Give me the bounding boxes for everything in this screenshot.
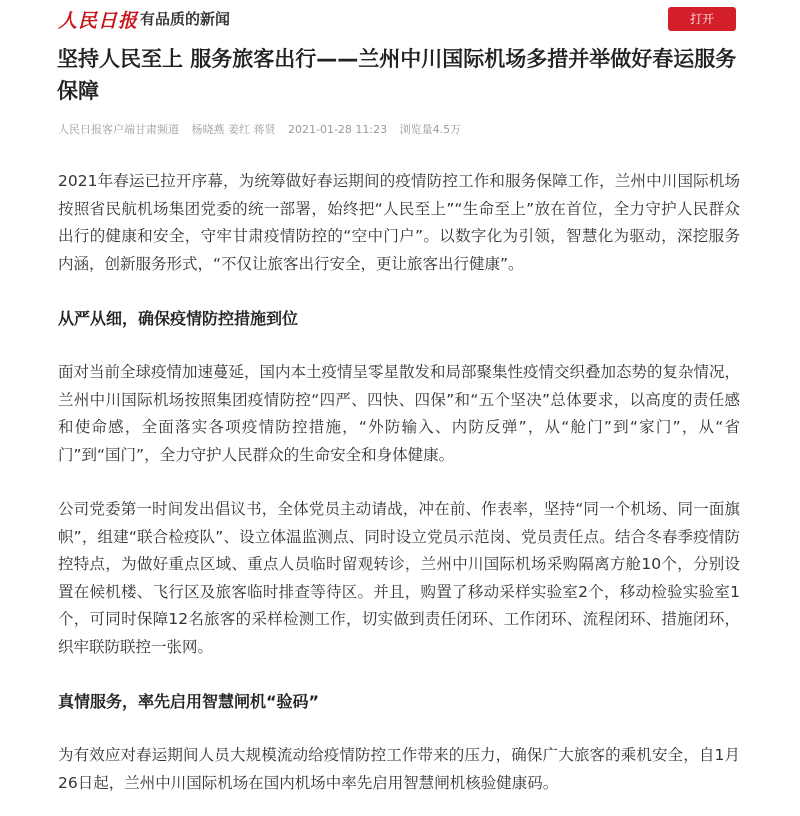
article-datetime: 2021-01-28 11:23 — [288, 123, 388, 136]
paragraph: 2021年春运已拉开序幕，为统筹做好春运期间的疫情防控工作和服务保障工作，兰州中川国际机场按照省民航机场集团党委的统一部署，始终把“人民至上”“生命至上”放在首位，全力守护人民群众出行的健康和安全，守牢甘肃疫情防控的“空中门户”。以数字化为引领，智慧化为驱动，深挖服务内涵，创新服务形式，“不仅让旅客出行安全，更让旅客出行健康”。 — [58, 172, 740, 273]
article-source[interactable]: 人民日报客户端甘肃频道 — [58, 123, 179, 136]
paragraph: 公司党委第一时间发出倡议书，全体党员主动请战，冲在前、作表率，坚持“同一个机场、同一面旗帜”，组建“联合检疫队”、设立体温监测点、同时设立党员示范岗、党员责任点。结合冬春季疫情防控特点，为做好重点区域、重点人员临时留观转诊，兰州中川国际机场采购隔离方舱10个，分别设置在候机楼、飞行区及旅客临时排查等待区。并且，购置了移动采样实验室2个，移动检验实验室1个，可同时保障12名旅客的采样检测工作，切实做到责任闭环、工作闭环、流程闭环、措施闭环，织牢联防联控一张网。 — [58, 500, 740, 656]
paragraph: 面对当前全球疫情加速蔓延，国内本土疫情呈零星散发和局部聚集性疫情交织叠加态势的复杂情况，兰州中川国际机场按照集团疫情防控“四严、四快、四保”和“五个坚决”总体要求，以高度的责任感和使命感，全面落实各项疫情防控措施，“外防输入、内防反弹”，从“舱门”到“家门”，从“省门”到“国门”，全力守护人民群众的生命安全和身体健康。 — [58, 363, 741, 464]
article-meta — [58, 121, 461, 137]
article-body — [58, 168, 740, 797]
slogan: 有品质的新闻 — [140, 10, 231, 28]
section-heading: 真情服务，率先启用智慧闸机“验码” — [58, 692, 320, 711]
top-bar — [0, 0, 800, 38]
logo: 人民日报 — [58, 10, 139, 32]
article-authors: 杨晓燕 姜红 蒋贤 — [191, 123, 276, 136]
article-views: 浏览量4.5万 — [399, 123, 462, 136]
article-title: 坚持人民至上 服务旅客出行——兰州中川国际机场多措并举做好春运服务保障 — [57, 47, 737, 103]
paragraph: 为有效应对春运期间人员大规模流动给疫情防控工作带来的压力，确保广大旅客的乘机安全，自1月26日起，兰州中川国际机场在国内机场中率先启用智慧闸机核验健康码。 — [58, 746, 740, 792]
section-heading: 从严从细，确保疫情防控措施到位 — [58, 309, 299, 328]
open-app-button[interactable]: 打开 — [668, 7, 736, 31]
